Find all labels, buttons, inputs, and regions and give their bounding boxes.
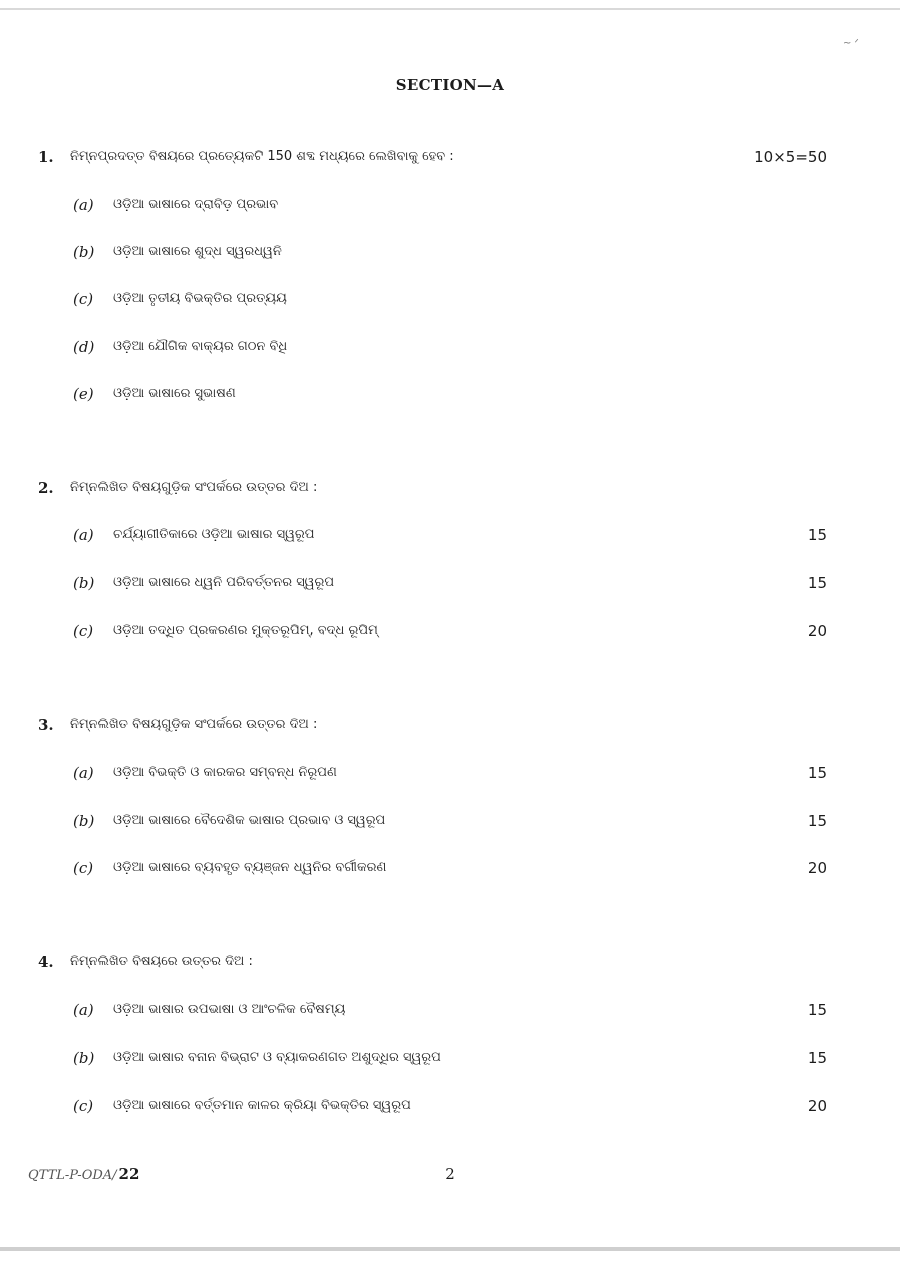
sub-question-text: ଓଡ଼ିଆ ଭାଷାରେ ଧ୍ୱନି ପରିବର୍ତ୍ତନର ସ୍ୱରୂପ xyxy=(113,575,335,590)
sub-question-label: (b) xyxy=(73,812,95,830)
sub-question-label: (d) xyxy=(73,338,95,356)
question-text: ନିମ୍ନଲିଖିତ ବିଷୟଗୁଡ଼ିକ ସଂପର୍କରେ ଉତ୍ତର ଦିଅ : xyxy=(70,717,318,732)
question-text: ନିମ୍ନଲିଖିତ ବିଷୟରେ ଉତ୍ତର ଦିଅ : xyxy=(70,954,253,969)
paper-code-prefix: QTTL-P-ODA/ xyxy=(28,1168,117,1183)
sub-question-3b xyxy=(0,812,900,836)
sub-question-text: ଚର୍ଯ୍ୟାଗୀତିକାରେ ଓଡ଼ିଆ ଭାଷାର ସ୍ୱରୂପ xyxy=(113,527,315,542)
sub-question-label: (a) xyxy=(73,764,94,782)
question-text: ନିମ୍ନପ୍ରଦତ୍ତ ବିଷୟରେ ପ୍ରତ୍ୟେକଟି 150 ଶବ୍ଦ ମଧ୍ୟରେ ଲେଖିବାକୁ ହେବ : xyxy=(70,149,454,164)
sub-question-3c xyxy=(0,859,900,883)
sub-question-label: (b) xyxy=(73,243,95,261)
sub-question-marks: 15 xyxy=(807,574,827,592)
sub-question-label: (a) xyxy=(73,196,94,214)
sub-question-marks: 20 xyxy=(807,859,827,877)
sub-question-marks: 15 xyxy=(807,764,827,782)
sub-question-2b xyxy=(0,574,900,598)
top-scan-edge xyxy=(0,8,900,10)
question-1 xyxy=(0,148,900,172)
sub-question-1b xyxy=(0,243,900,267)
bottom-scan-edge xyxy=(0,1247,900,1251)
sub-question-4a xyxy=(0,1001,900,1025)
sub-question-2a xyxy=(0,526,900,550)
sub-question-label: (c) xyxy=(73,290,94,308)
sub-question-label: (b) xyxy=(73,574,95,592)
sub-question-text: ଓଡ଼ିଆ ଭାଷାର ବନାନ ବିଭ୍ରାଟ ଓ ବ୍ୟାକରଣଗତ ଅଶୁଦ୍ଧିର ସ୍ୱରୂପ xyxy=(113,1050,441,1065)
sub-question-1d xyxy=(0,338,900,362)
sub-question-text: ଓଡ଼ିଆ ଭାଷାରେ ଦ୍ରାବିଡ଼ ପ୍ରଭାବ xyxy=(113,197,279,212)
question-3 xyxy=(0,716,900,740)
question-marks: 10×5=50 xyxy=(754,148,827,166)
question-4 xyxy=(0,953,900,977)
section-title: SECTION—A xyxy=(395,76,505,94)
sub-question-text: ଓଡ଼ିଆ ଭାଷାରେ ଶୁଦ୍ଧ ସ୍ୱରଧ୍ୱନି xyxy=(113,244,282,259)
sub-question-marks: 15 xyxy=(807,526,827,544)
sub-question-label: (a) xyxy=(73,526,94,544)
sub-question-text: ଓଡ଼ିଆ ଯୌଗିକ ବାକ୍ୟର ଗଠନ ବିଧି xyxy=(113,339,288,354)
sub-question-marks: 15 xyxy=(807,1049,827,1067)
sub-question-text: ଓଡ଼ିଆ ତୃତୀୟ ବିଭକ୍ତିର ପ୍ରତ୍ୟୟ xyxy=(113,291,287,306)
sub-question-text: ଓଡ଼ିଆ ଭାଷାରେ ବୈଦେଶିକ ଭାଷାର ପ୍ରଭାବ ଓ ସ୍ୱରୂପ xyxy=(113,813,386,828)
sub-question-text: ଓଡ଼ିଆ ଭାଷାର ଉପଭାଷା ଓ ଆଂଚଳିକ ବୈଷମ୍ୟ xyxy=(113,1002,346,1017)
sub-question-text: ଓଡ଼ିଆ ଭାଷାରେ ସୁଭାଷଣ xyxy=(113,386,236,401)
page-number: 2 xyxy=(445,1165,455,1183)
sub-question-text: ଓଡ଼ିଆ ବିଭକ୍ତି ଓ କାରକର ସମ୍ବନ୍ଧ ନିରୂପଣ xyxy=(113,765,337,780)
question-text: ନିମ୍ନଲିଖିତ ବିଷୟଗୁଡ଼ିକ ସଂପର୍କରେ ଉତ୍ତର ଦିଅ : xyxy=(70,480,318,495)
sub-question-label: (a) xyxy=(73,1001,94,1019)
question-number: 3. xyxy=(38,716,54,734)
sub-question-text: ଓଡ଼ିଆ ତଦ୍ଧିତ ପ୍ରକରଣର ମୁକ୍ତରୂପିମ୍, ବଦ୍ଧ ରୂପିମ୍ xyxy=(113,623,378,638)
sub-question-text: ଓଡ଼ିଆ ଭାଷାରେ ବର୍ତ୍ତମାନ କାଳର କ୍ରିୟା ବିଭକ୍ତିର ସ୍ୱରୂପ xyxy=(113,1098,411,1113)
question-2 xyxy=(0,479,900,503)
sub-question-text: ଓଡ଼ିଆ ଭାଷାରେ ବ୍ୟବହୃତ ବ୍ୟଞ୍ଜନ ଧ୍ୱନିର ବର୍ଗୀକରଣ xyxy=(113,860,387,875)
sub-question-label: (b) xyxy=(73,1049,95,1067)
sub-question-marks: 15 xyxy=(807,812,827,830)
pen-mark: ~ ᐟ xyxy=(843,38,859,49)
sub-question-label: (c) xyxy=(73,859,94,877)
sub-question-marks: 20 xyxy=(807,1097,827,1115)
sub-question-marks: 15 xyxy=(807,1001,827,1019)
paper-code-number: 22 xyxy=(118,1165,140,1183)
sub-question-marks: 20 xyxy=(807,622,827,640)
sub-question-label: (e) xyxy=(73,385,94,403)
sub-question-4b xyxy=(0,1049,900,1073)
sub-question-label: (c) xyxy=(73,1097,94,1115)
question-number: 4. xyxy=(38,953,54,971)
question-number: 1. xyxy=(38,148,54,166)
sub-question-3a xyxy=(0,764,900,788)
sub-question-1c xyxy=(0,290,900,314)
sub-question-1e xyxy=(0,385,900,409)
sub-question-1a xyxy=(0,196,900,220)
sub-question-label: (c) xyxy=(73,622,94,640)
sub-question-2c xyxy=(0,622,900,646)
question-number: 2. xyxy=(38,479,54,497)
sub-question-4c xyxy=(0,1097,900,1121)
